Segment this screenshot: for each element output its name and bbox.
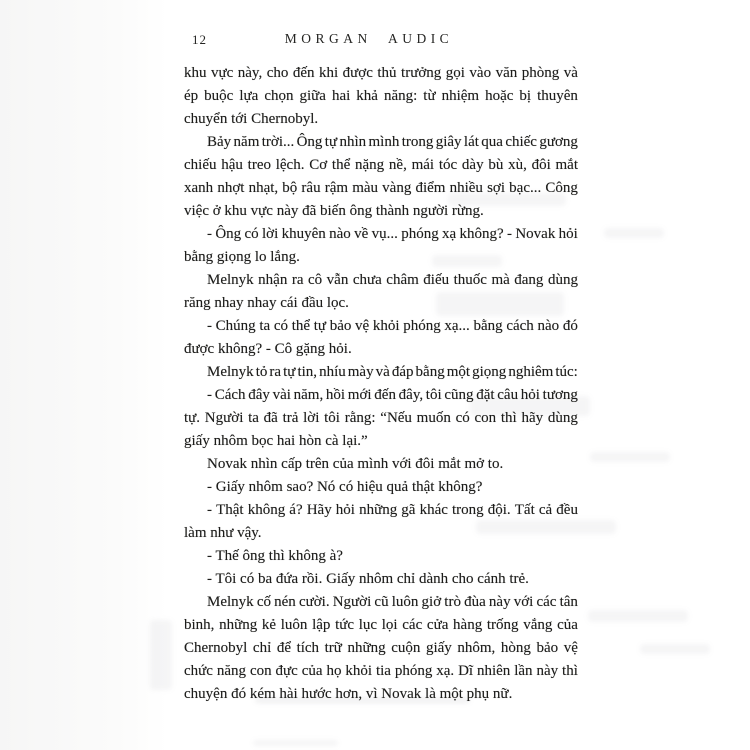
text-line: ép buộc lựa chọn giữa hai khả năng: từ nhiệm hoặc bị thuyên	[184, 88, 578, 104]
text-line: chức năng con đực của họ khỏi tia phóng xạ. Dĩ nhiên lần này thì	[184, 663, 578, 679]
page-number: 12	[192, 32, 207, 47]
text-line: - Thế ông thì không à?	[207, 548, 343, 564]
page-text-block	[184, 62, 578, 706]
text-line: Melnyk nhận ra cô vẫn chưa châm điếu thuốc mà đang dùng	[207, 272, 578, 288]
text-line: khu vực này, cho đến khi được thủ trưởng gọi vào văn phòng và	[184, 65, 578, 81]
text-line: xanh nhợt nhạt, bộ râu rậm màu vàng điểm nhiều sợi bạc... Công	[184, 180, 578, 196]
text-line: - Tôi có ba đứa rồi. Giấy nhôm chỉ dành cho cánh trẻ.	[207, 571, 529, 587]
text-line: chiếu hậu treo lệch. Cơ thể nặng nề, mái tóc dày bù xù, đôi mắt	[184, 157, 578, 173]
text-line: Bảy năm trời... Ông tự nhìn mình trong giây lát qua chiếc gương	[207, 134, 578, 150]
bleed-through-smudge	[150, 620, 172, 690]
text-line: - Thật không á? Hãy hỏi những gã khác trong đội. Tất cả đều	[207, 502, 578, 518]
page-header	[0, 31, 750, 51]
text-line: Melnyk cố nén cười. Người cũ luôn giở trò đùa này với các tân	[207, 594, 578, 610]
text-line: - Chúng ta có thể tự bảo vệ khỏi phóng xạ... bằng cách nào đó	[207, 318, 578, 334]
text-line: tự. Người ta đã trả lời tôi rằng: “Nếu muốn có con thì hãy dùng	[184, 410, 578, 426]
text-line: được không? - Cô gặng hỏi.	[184, 341, 352, 357]
text-line: việc ở khu vực này đã biến ông thành người rừng.	[184, 203, 484, 219]
text-line: răng nhay nhay cái đầu lọc.	[184, 295, 349, 311]
text-line: binh, những kẻ luôn lập tức lục lọi các cửa hàng trống vắng của	[184, 617, 578, 633]
text-line: chuyện đó kém hài hước hơn, vì Novak là một phụ nữ.	[184, 686, 513, 702]
text-line: - Cách đây vài năm, hồi mới đến đây, tôi cũng đặt câu hỏi tương	[207, 387, 578, 403]
text-line: chuyển tới Chernobyl.	[184, 111, 319, 127]
running-header-title: MORGAN AUDIC	[284, 31, 454, 46]
bleed-through-smudge	[604, 228, 664, 238]
page-spine-shading	[0, 0, 170, 750]
text-line: làm như vậy.	[184, 525, 262, 541]
text-line: bằng giọng lo lắng.	[184, 249, 300, 265]
text-line: giấy nhôm bọc hai hòn cà lại.”	[184, 433, 368, 449]
bleed-through-smudge	[640, 644, 710, 654]
text-line: Chernobyl chỉ để tích trữ những cuộn giấy nhôm, hòng bảo vệ	[184, 640, 578, 656]
scan-noise-streak	[253, 740, 338, 746]
bleed-through-smudge	[588, 610, 688, 622]
text-line: - Giấy nhôm sao? Nó có hiệu quả thật không?	[207, 479, 483, 495]
text-line: Melnyk tỏ ra tự tin, nhíu mày và đáp bằng một giọng nghiêm túc:	[207, 364, 578, 380]
bleed-through-smudge	[590, 452, 670, 462]
text-line: - Ông có lời khuyên nào về vụ... phóng xạ không? - Novak hỏi	[207, 226, 578, 242]
text-line: Novak nhìn cấp trên của mình với đôi mắt mở to.	[207, 456, 504, 472]
